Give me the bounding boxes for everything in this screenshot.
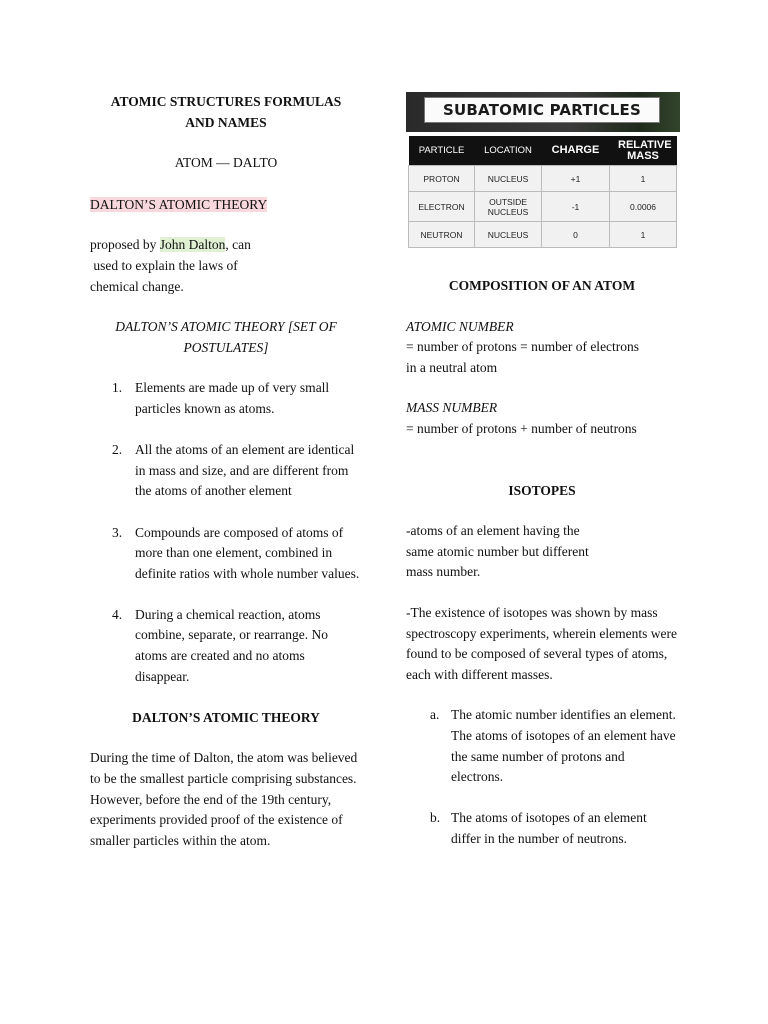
postulates-heading-line1: DALTON’S ATOMIC THEORY [SET OF — [115, 319, 337, 335]
list-marker: 1. — [112, 380, 123, 396]
atomic-number-definition — [406, 337, 678, 378]
table-cell — [542, 192, 610, 222]
table-cell-text: NEUTRON — [420, 229, 463, 240]
table-header: LOCATION — [475, 136, 542, 166]
table-cell — [409, 192, 475, 222]
table-cell-text: ELECTRON — [418, 201, 465, 212]
atomic-number-def-line1: = number of protons = number of electrons — [406, 339, 640, 355]
isotopes-def-line2: same atomic number but different — [406, 543, 589, 559]
list-marker: 4. — [112, 606, 123, 622]
table-cell-text: PROTON — [423, 173, 460, 184]
composition-heading: COMPOSITION OF AN ATOM — [448, 278, 636, 293]
isotopes-heading: ISOTOPES — [508, 482, 576, 498]
table-cell-text: 1 — [640, 229, 646, 240]
mass-number-label: MASS NUMBER — [406, 400, 498, 416]
subtitle: ATOM — DALTO — [174, 155, 278, 171]
table-header: CHARGE — [542, 136, 610, 166]
table-cell-text: NUCLEUS — [487, 173, 529, 184]
table-cell-text: 0 — [573, 229, 578, 240]
mass-number-definition: = number of protons + number of neutrons — [406, 420, 637, 436]
table-cell-text: NUCLEUS — [487, 229, 529, 240]
table-header: PARTICLE — [409, 136, 475, 166]
postulate-text: Elements are made up of very small particles known as atoms. — [135, 380, 330, 416]
table-cell-text: +1 — [570, 173, 581, 184]
table-cell — [409, 166, 475, 192]
document-title — [90, 92, 362, 133]
subatomic-particles-image — [406, 92, 680, 250]
highlighted-heading: DALTON’S ATOMIC THEORY — [90, 196, 268, 212]
isotopes-def-line3: mass number. — [406, 564, 481, 580]
postulates-heading-line2: POSTULATES] — [183, 339, 269, 355]
table-header — [610, 136, 677, 166]
intro-prefix: proposed by — [90, 237, 160, 253]
isotope-point-item — [406, 808, 678, 849]
isotope-point-text: The atomic number identifies an element. The atoms of isotopes of an element have the same number of protons and electrons. — [451, 707, 676, 785]
table-cell — [475, 166, 542, 192]
postulate-item — [90, 523, 362, 585]
postulate-item — [90, 378, 362, 419]
postulates-list — [90, 378, 362, 687]
section-heading: DALTON’S ATOMIC THEORY — [132, 709, 320, 725]
table-cell — [409, 222, 475, 248]
intro-line3: chemical change. — [90, 278, 184, 294]
highlighted-name: John Dalton — [159, 237, 226, 253]
table-cell — [475, 192, 542, 222]
table-cell-text: OUTSIDE NUCLEUS — [487, 196, 529, 217]
isotope-points-list — [406, 705, 678, 849]
list-marker: a. — [430, 707, 440, 723]
subatomic-title: SUBATOMIC PARTICLES — [424, 97, 660, 123]
document-title-line2: AND NAMES — [185, 114, 267, 130]
left-column — [90, 92, 362, 851]
atomic-number-label: ATOMIC NUMBER — [406, 318, 514, 334]
table-cell-text: 1 — [640, 173, 646, 184]
table-row — [409, 222, 677, 248]
atomic-number-def-line2: in a neutral atom — [406, 359, 498, 375]
table-cell — [610, 166, 677, 192]
postulate-item — [90, 605, 362, 687]
list-marker: 3. — [112, 524, 123, 540]
history-paragraph: During the time of Dalton, the atom was believed to be the smallest particle comprising substances. However, before the end of the 19th century, experiments provided proof of the existence of smaller particles within the atom. — [90, 750, 358, 848]
table-row — [409, 192, 677, 222]
table-cell — [610, 192, 677, 222]
right-column — [406, 276, 678, 870]
intro-line2: used to explain the laws of — [90, 257, 238, 273]
isotopes-definition — [406, 521, 678, 583]
table-cell — [475, 222, 542, 248]
postulate-text: All the atoms of an element are identical in mass and size, and are different from the atoms of another element — [135, 442, 355, 499]
table-cell — [542, 166, 610, 192]
subatomic-table-body — [409, 166, 677, 248]
isotope-point-item — [406, 705, 678, 787]
isotopes-paragraph: -The existence of isotopes was shown by mass spectroscopy experiments, wherein elements were found to be composed of several types of atoms, each with different masses. — [406, 604, 678, 682]
intro-paragraph — [90, 235, 362, 297]
table-cell — [610, 222, 677, 248]
postulate-text: During a chemical reaction, atoms combine, separate, or rearrange. No atoms are created and no atoms disappear. — [135, 606, 329, 684]
subatomic-table — [408, 136, 677, 248]
postulate-item — [90, 440, 362, 502]
isotopes-def-line1: -atoms of an element having the — [406, 523, 580, 539]
isotope-point-text: The atoms of isotopes of an element differ in the number of neutrons. — [451, 810, 647, 846]
table-cell-text: -1 — [571, 201, 580, 212]
table-cell — [542, 222, 610, 248]
table-row — [409, 166, 677, 192]
document-title-line1: ATOMIC STRUCTURES FORMULAS — [110, 94, 342, 109]
relative-mass-header: RELATIVE MASS — [618, 138, 672, 162]
dalton-theory-heading — [90, 195, 362, 216]
table-cell-text: 0.0006 — [630, 201, 656, 212]
postulates-heading — [90, 317, 362, 358]
list-marker: 2. — [112, 442, 123, 458]
intro-suffix: , can — [225, 237, 251, 253]
list-marker: b. — [430, 810, 441, 826]
postulate-text: Compounds are composed of atoms of more than one element, combined in definite ratios with whole number values. — [135, 524, 360, 581]
table-header-row — [409, 136, 677, 166]
